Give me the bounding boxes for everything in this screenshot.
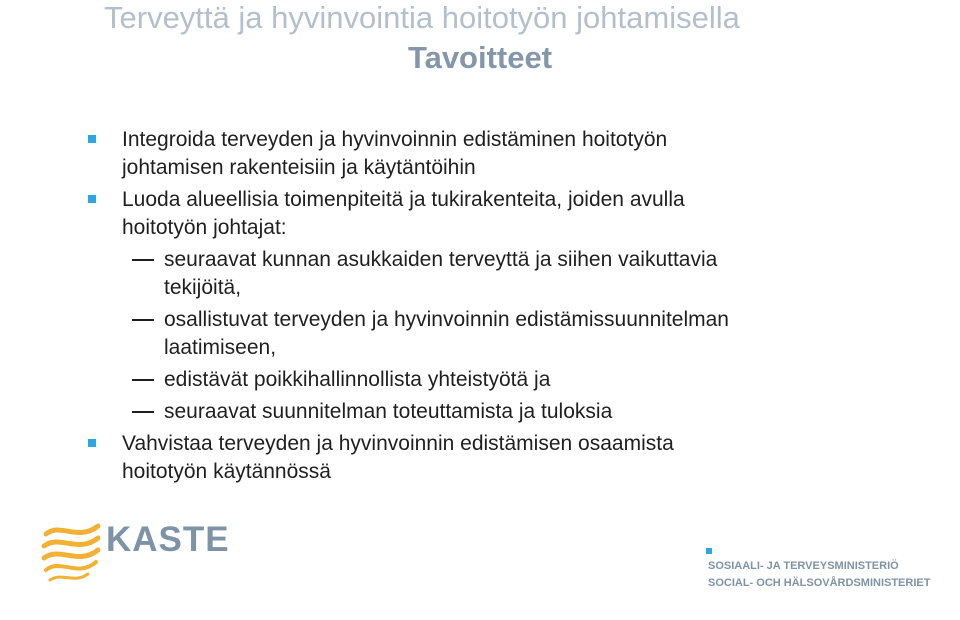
bullet-item — [84, 186, 944, 242]
ministry-logo — [708, 558, 930, 592]
square-bullet-icon — [88, 135, 96, 143]
square-bullet-icon — [88, 439, 96, 447]
slide-title: Terveyttä ja hyvinvointia hoitotyön johtamisella — [104, 0, 740, 35]
sub-bullet-item — [84, 366, 944, 394]
bullet-text-line: johtamisen rakenteisiin ja käytäntöihin — [122, 156, 476, 179]
sub-bullet-text-line: laatimiseen, — [164, 336, 277, 359]
bullet-list — [84, 126, 944, 490]
dash-bullet-icon — [132, 259, 154, 261]
bullet-text-line: Integroida terveyden ja hyvinvoinnin edistäminen hoitotyön — [122, 128, 668, 151]
ministry-name-fi: SOSIAALI- JA TERVEYSMINISTERIÖ — [708, 560, 899, 572]
bullet-item — [84, 430, 944, 486]
bullet-item — [84, 126, 944, 182]
dash-bullet-icon — [132, 319, 154, 321]
sub-bullet-item — [84, 246, 944, 302]
sub-bullet-text-line: seuraavat suunnitelman toteuttamista ja tuloksia — [164, 400, 613, 423]
dash-bullet-icon — [132, 379, 154, 381]
bullet-text-line: Luoda alueellisia toimenpiteitä ja tukirakenteita, joiden avulla — [122, 188, 685, 211]
sub-bullet-item — [84, 398, 944, 426]
dash-bullet-icon — [132, 411, 154, 413]
square-bullet-icon — [88, 195, 96, 203]
ministry-logo-square-icon — [706, 548, 712, 554]
sub-bullet-text-line: osallistuvat terveyden ja hyvinvoinnin edistämissuunnitelman — [164, 308, 729, 331]
sub-bullet-text-line: seuraavat kunnan asukkaiden terveyttä ja siihen vaikuttavia — [164, 248, 718, 271]
sub-bullet-text-line: tekijöitä, — [164, 276, 242, 299]
bullet-text-line: hoitotyön käytännössä — [122, 460, 331, 483]
sub-bullet-text-line: edistävät poikkihallinnollista yhteistyötä ja — [164, 368, 551, 391]
bullet-text-line: hoitotyön johtajat: — [122, 216, 287, 239]
kaste-logo-text: KASTE — [106, 520, 230, 559]
bullet-text-line: Vahvistaa terveyden ja hyvinvoinnin edistämisen osaamista — [122, 432, 674, 455]
sub-bullet-item — [84, 306, 944, 362]
slide-subtitle: Tavoitteet — [407, 40, 553, 75]
ministry-name-sv: SOCIAL- OCH HÄLSOVÅRDSMINISTERIET — [708, 577, 931, 589]
